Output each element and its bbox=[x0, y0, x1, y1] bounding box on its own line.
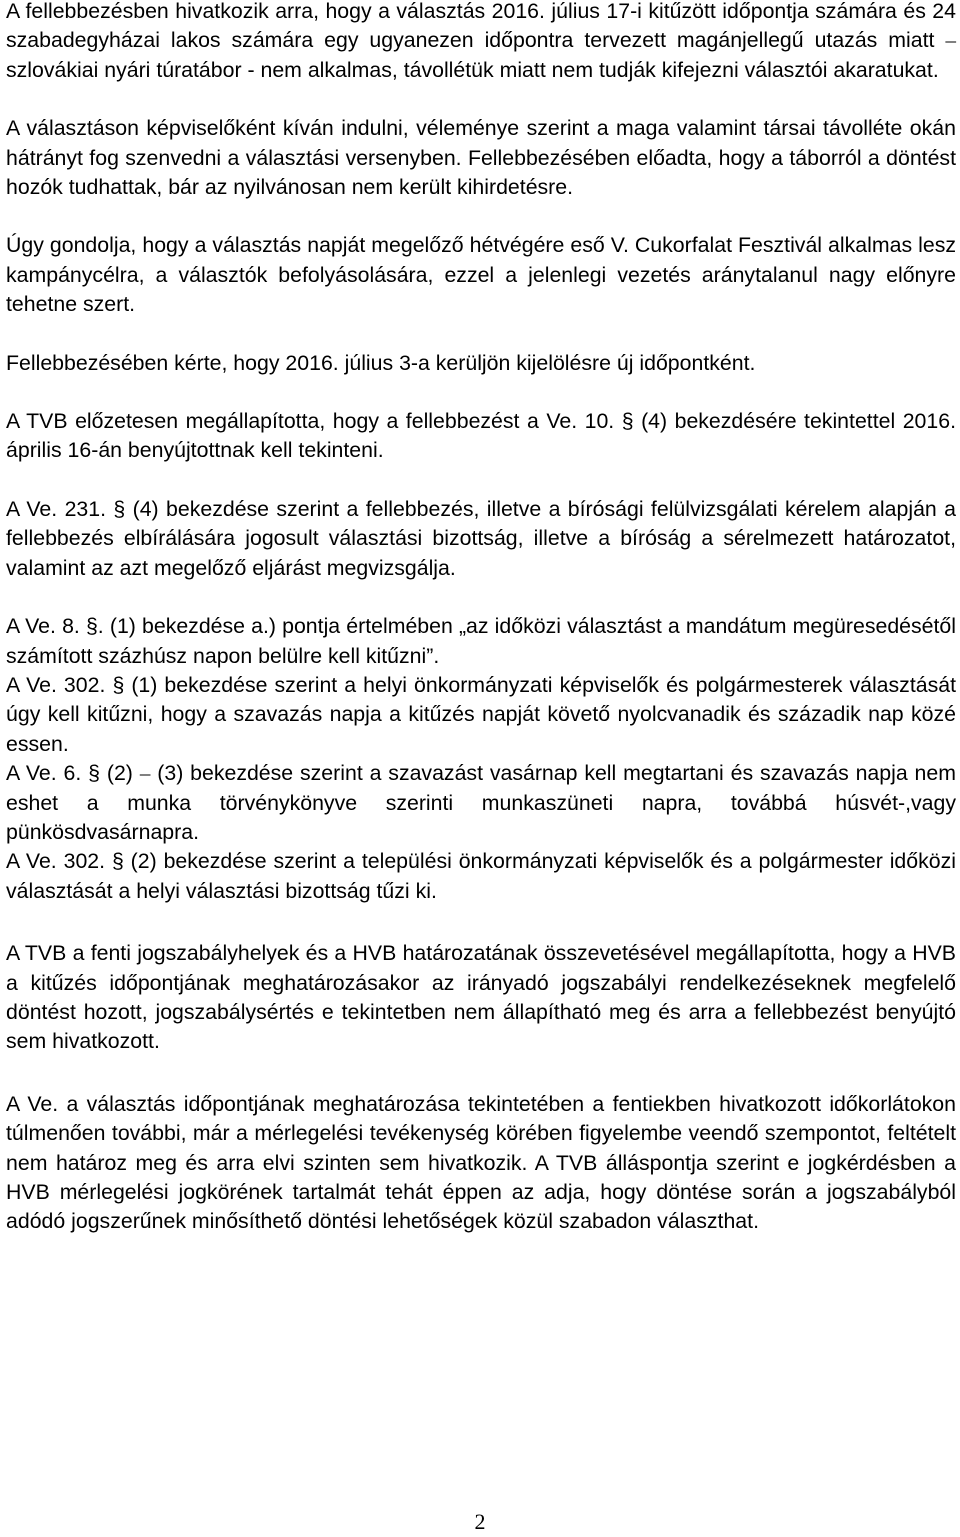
paragraph-requested-date: Fellebbezésében kérte, hogy 2016. július 3-a kerüljön kijelölésre új időpontként. bbox=[6, 350, 756, 375]
paragraph-tvb-preliminary: A TVB előzetesen megállapította, hogy a fellebbezést a Ve. 10. § (4) bekezdésére tekintettel 2016. április 16-án benyújtottnak kell tekinteni. bbox=[6, 409, 956, 463]
paragraph-tvb-finding: A TVB a fenti jogszabályhelyek és a HVB határozatának összevetésével megállapította, hogy a HVB a kitűzés időpontjának meghatározásakor az irányadó jogszabályi rendelkezéseknek megfelelő döntést hozott, jogszabálysértés e tekintetben nem állapítható meg és arra a fellebbezést benyújtó sem hivatkozott. bbox=[6, 941, 956, 1054]
paragraph-ve-302-2: A Ve. 302. § (2) bekezdése szerint a települési önkormányzati képviselők és a polgármester időközi választását a helyi választási bizottság tűzi ki. bbox=[6, 849, 956, 903]
paragraph-tvb-position: A Ve. a választás időpontjának meghatározása tekintetében a fentiekben hivatkozott időkorlátokon túlmenően további, már a mérlegelési tevékenység körében figyelembe veendő szempontot, feltételt nem határoz meg és arra elvi szinten sem hivatkozik. A TVB álláspontja szerint e jogkérdésben a HVB mérlegelési jogkörének tartalmát tehát éppen az adja, hogy döntése során a jogszabályból adódó jogszerűnek minősíthető döntési lehetőségek közül szabadon választhat. bbox=[6, 1091, 956, 1234]
paragraph-festival-claim: Úgy gondolja, hogy a választás napját megelőző hétvégére eső V. Cukorfalat Fesztivál alkalmas lesz kampánycélra, a választók befolyásolására, ezzel a jelenlegi vezetés aránytalanul nagy előnyre tehetne szert. bbox=[6, 233, 956, 317]
paragraph-ve-8: A Ve. 8. §. (1) bekezdése a.) pontja értelmében „az időközi választást a mandátum megüresedésétől számított százhúsz napon belülre kell kitűzni”. bbox=[6, 614, 956, 668]
paragraph-ve-231: A Ve. 231. § (4) bekezdése szerint a fellebbezés, illetve a bírósági felülvizsgálati kérelem alapján a fellebbezés elbírálására jogosult választási bizottság, illetve a bíróság a sérelmezett határozatot, valamint az azt megelőző eljárást megvizsgálja. bbox=[6, 496, 956, 580]
paragraph-ve-6: A Ve. 6. § (2) ⎯ (3) bekezdése szerint a szavazást vasárnap kell megtartani és szavazás napja nem eshet a munka törvénykönyve szerinti munkaszüneti napra, továbbá húsvét-,vagy pünkösdvasárnapra. bbox=[6, 761, 956, 844]
paragraph-appeal-reference: A fellebbezésben hivatkozik arra, hogy a választás 2016. július 17-i kitűzött időpontja számára és 24 szabadegyházai lakos számára egy ugyanezen időpontra tervezett magánjellegű utazás miatt ⎯ szlovákiai nyári túratábor - nem alkalmas, távollétük miatt nem tudják kifejezni választói akaratukat. bbox=[6, 0, 956, 82]
page-number: 2 bbox=[474, 1509, 486, 1534]
document-page bbox=[6, 0, 956, 1237]
paragraph-candidate-claim: A választáson képviselőként kíván indulni, véleménye szerint a maga valamint társai távolléte okán hátrányt fog szenvedni a választási versenyben. Fellebbezésében előadta, hogy a táborról a döntést hozók tudhattak, bár az nyilvánosan nem került kihirdetésre. bbox=[6, 116, 956, 200]
paragraph-ve-302-1: A Ve. 302. § (1) bekezdése szerint a helyi önkormányzati képviselők és polgármesterek választását úgy kell kitűzni, hogy a szavazás napja a kitűzés napját követő nyolcvanadik és századik nap közé essen. bbox=[6, 672, 956, 756]
